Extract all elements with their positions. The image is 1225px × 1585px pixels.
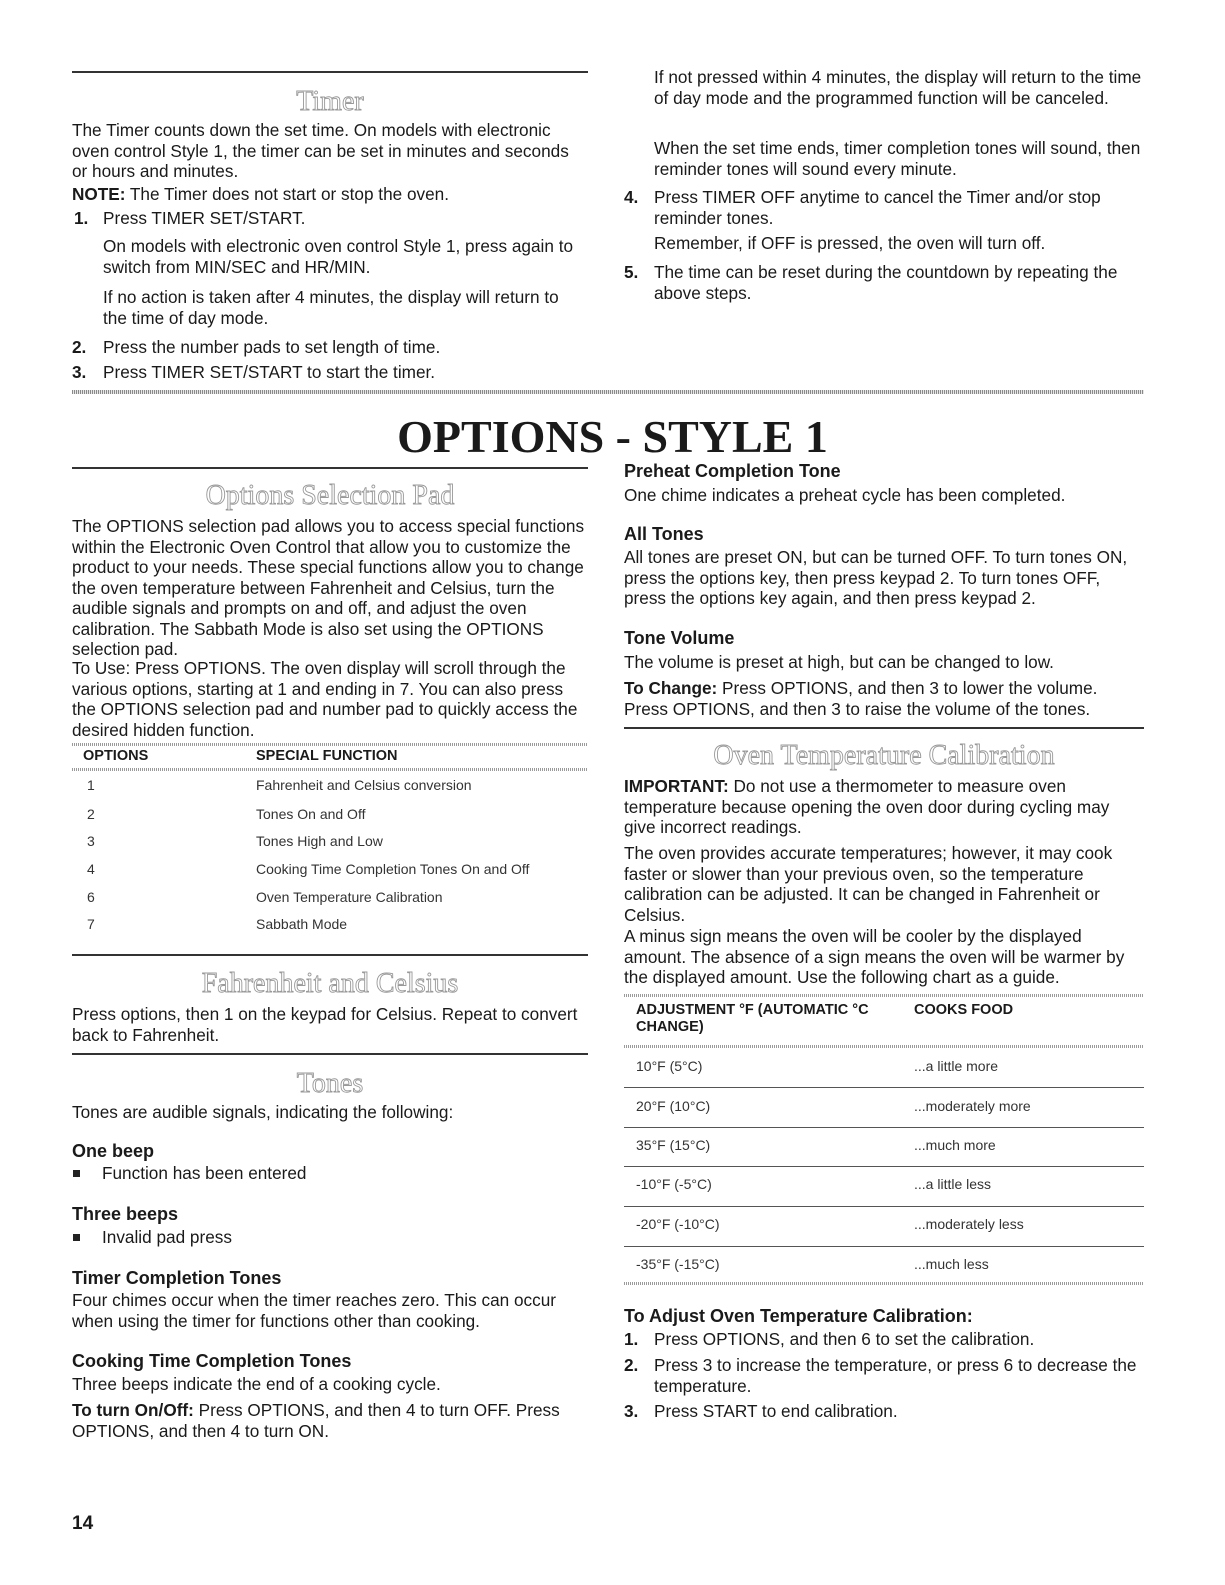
cooks-food-col-header: COOKS FOOD	[914, 1002, 1014, 1018]
three-beeps-heading: Three beeps	[72, 1204, 179, 1224]
cooks-food-cell: ...moderately less	[914, 1216, 1024, 1232]
tones-heading: Tones	[296, 1068, 364, 1099]
function-cell: Tones On and Off	[256, 806, 366, 822]
one-beep-heading: One beep	[72, 1141, 155, 1161]
cooks-food-cell: ...much less	[914, 1256, 989, 1272]
adjust-calibration-heading: To Adjust Oven Temperature Calibration:	[624, 1306, 973, 1326]
timer-right-p1: If not pressed within 4 minutes, the display will return to the time of day mode and the programmed function will be canceled.	[654, 67, 1142, 108]
all-tones-heading: All Tones	[624, 524, 704, 544]
options-col-header: OPTIONS	[83, 748, 149, 764]
timer-step-text: Press TIMER SET/START.	[103, 208, 306, 228]
timer-step-text: Press TIMER OFF anytime to cancel the Timer and/or stop reminder tones.	[654, 187, 1101, 228]
table-header-hatch	[72, 768, 588, 771]
timer-step-number: 3.	[72, 362, 87, 382]
preheat-text: One chime indicates a preheat cycle has been completed.	[624, 485, 1066, 505]
options-cell: 4	[87, 861, 95, 877]
timer-top-rule	[72, 71, 588, 73]
calibration-important: IMPORTANT: Do not use a thermometer to measure oven temperature because opening the oven door during cycling may give incorrect readings.	[624, 776, 1110, 837]
all-tones-text: All tones are preset ON, but can be turned OFF. To turn tones ON, press the options key, then press keypad 2. To turn tones OFF, press the options key again, and then press keypad 2.	[624, 547, 1128, 608]
one-beep-item: Function has been entered	[102, 1163, 307, 1183]
options-p1: The OPTIONS selection pad allows you to access special functions within the Electronic Oven Control that allow you to customize the product to your needs. These special functions allow you to change the oven temperature between Fahrenheit and Celsius, turn the audible signals and prompts on and off, and adjust the oven calibration. The Sabbath Mode is also set using the OPTIONS selection pad.	[72, 516, 585, 659]
cooks-food-cell: ...much more	[914, 1137, 996, 1153]
timer-completion-text: Four chimes occur when the timer reaches zero. This can occur when using the timer for functions other than cooking.	[72, 1290, 556, 1331]
row-divider	[624, 1127, 1144, 1128]
tones-intro: Tones are audible signals, indicating the following:	[72, 1102, 454, 1122]
adjustment-col-header: ADJUSTMENT °F (AUTOMATIC °C CHANGE)	[636, 1002, 869, 1035]
options-cell: 1	[87, 777, 95, 793]
page-number: 14	[72, 1513, 94, 1534]
calibration-heading: Oven Temperature Calibration	[713, 740, 1055, 771]
adjustment-cell: 20°F (10°C)	[636, 1098, 711, 1114]
adjust-step-number: 1.	[624, 1329, 639, 1349]
timer-step-text: Press TIMER SET/START to start the timer.	[103, 362, 436, 382]
function-cell: Tones High and Low	[256, 833, 383, 849]
cooks-food-cell: ...a little more	[914, 1058, 999, 1074]
row-divider	[624, 1166, 1144, 1167]
timer-intro: The Timer counts down the set time. On models with electronic oven control Style 1, the timer can be set in minutes and seconds or hours and minutes.	[72, 120, 569, 181]
timer-completion-heading: Timer Completion Tones	[72, 1268, 282, 1288]
timer-note: NOTE: The Timer does not start or stop the oven.	[72, 184, 450, 204]
adjust-step-text: Press START to end calibration.	[654, 1401, 898, 1421]
tone-volume-text: The volume is preset at high, but can be changed to low.	[624, 652, 1054, 672]
adjust-step-number: 3.	[624, 1401, 639, 1421]
table-top-hatch	[72, 743, 588, 746]
adjustment-cell: -20°F (-10°C)	[636, 1216, 720, 1232]
cooks-food-cell: ...a little less	[914, 1176, 992, 1192]
timer-right-p2: When the set time ends, timer completion tones will sound, then reminder tones will sound every minute.	[654, 138, 1141, 179]
row-divider	[624, 1206, 1144, 1207]
fahrenheit-heading: Fahrenheit and Celsius	[201, 968, 459, 999]
timer-step1-note-a: On models with electronic oven control Style 1, press again to switch from MIN/SEC and HR/MIN.	[103, 236, 574, 277]
timer-step1-note-b: If no action is taken after 4 minutes, the display will return to the time of day mode.	[103, 287, 559, 328]
section-divider	[72, 390, 1144, 394]
tone-change-text: To Change: Press OPTIONS, and then 3 to lower the volume. Press OPTIONS, and then 3 to raise the volume of the tones.	[624, 678, 1098, 719]
fahrenheit-top-rule	[72, 954, 588, 956]
tones-top-rule	[72, 1053, 588, 1055]
options-cell: 7	[87, 916, 95, 932]
adjust-step-text: Press OPTIONS, and then 6 to set the calibration.	[654, 1329, 1035, 1349]
page-title: OPTIONS - STYLE 1	[397, 411, 828, 462]
options-top-rule	[72, 467, 588, 469]
fahrenheit-text: Press options, then 1 on the keypad for Celsius. Repeat to convert back to Fahrenheit.	[72, 1004, 578, 1045]
adjustment-cell: -35°F (-15°C)	[636, 1256, 720, 1272]
adjustment-cell: -10°F (-5°C)	[636, 1176, 712, 1192]
turn-on-off-text: To turn On/Off: Press OPTIONS, and then 4 to turn OFF. Press OPTIONS, and then 4 to turn ON.	[72, 1400, 560, 1441]
tone-volume-heading: Tone Volume	[624, 628, 735, 648]
bullet-icon	[73, 1234, 80, 1241]
three-beeps-item: Invalid pad press	[102, 1227, 232, 1247]
cal-table-top-hatch	[624, 994, 1144, 997]
function-cell: Cooking Time Completion Tones On and Off	[256, 861, 530, 877]
options-cell: 6	[87, 889, 95, 905]
timer-step4-note: Remember, if OFF is pressed, the oven will turn off.	[654, 233, 1046, 253]
options-cell: 3	[87, 833, 95, 849]
cal-table-bottom-hatch	[624, 1282, 1144, 1285]
options-cell: 2	[87, 806, 95, 822]
row-divider	[624, 1246, 1144, 1247]
adjustment-cell: 10°F (5°C)	[636, 1058, 703, 1074]
timer-step-number: 4.	[624, 187, 639, 207]
timer-heading: Timer	[296, 86, 364, 117]
timer-step-number: 1.	[74, 208, 89, 228]
timer-step-text: Press the number pads to set length of time.	[103, 337, 441, 357]
function-cell: Sabbath Mode	[256, 916, 348, 932]
options-heading: Options Selection Pad	[205, 480, 455, 511]
adjustment-cell: 35°F (15°C)	[636, 1137, 711, 1153]
row-divider	[624, 1087, 1144, 1088]
function-cell: Fahrenheit and Celsius conversion	[256, 777, 472, 793]
preheat-heading: Preheat Completion Tone	[624, 461, 841, 481]
adjust-step-number: 2.	[624, 1355, 639, 1375]
timer-step-number: 5.	[624, 262, 639, 282]
calibration-top-rule	[624, 727, 1144, 729]
adjust-step-text: Press 3 to increase the temperature, or press 6 to decrease the temperature.	[654, 1355, 1137, 1396]
cooking-completion-text: Three beeps indicate the end of a cooking cycle.	[72, 1374, 441, 1394]
options-p2: To Use: Press OPTIONS. The oven display will scroll through the various options, starting at 1 and ending in 7. You can also press the OPTIONS selection pad and number pad to quickly access the desired hidden function.	[72, 658, 578, 740]
bullet-icon	[73, 1170, 80, 1177]
calibration-p2: The oven provides accurate temperatures; however, it may cook faster or slower than your previous oven, so the temperature calibration can be adjusted. It can be changed in Fahrenheit or Celsius.	[624, 843, 1113, 925]
cooks-food-cell: ...moderately more	[914, 1098, 1031, 1114]
cal-table-header-hatch	[624, 1045, 1144, 1048]
function-cell: Oven Temperature Calibration	[256, 889, 443, 905]
function-col-header: SPECIAL FUNCTION	[256, 748, 398, 764]
timer-step-text: The time can be reset during the countdown by repeating the above steps.	[654, 262, 1118, 303]
timer-step-number: 2.	[72, 337, 87, 357]
cooking-completion-heading: Cooking Time Completion Tones	[72, 1351, 352, 1371]
calibration-p3: A minus sign means the oven will be cooler by the displayed amount. The absence of a sign means the oven will be warmer by the displayed amount. Use the following chart as a guide.	[624, 926, 1125, 987]
